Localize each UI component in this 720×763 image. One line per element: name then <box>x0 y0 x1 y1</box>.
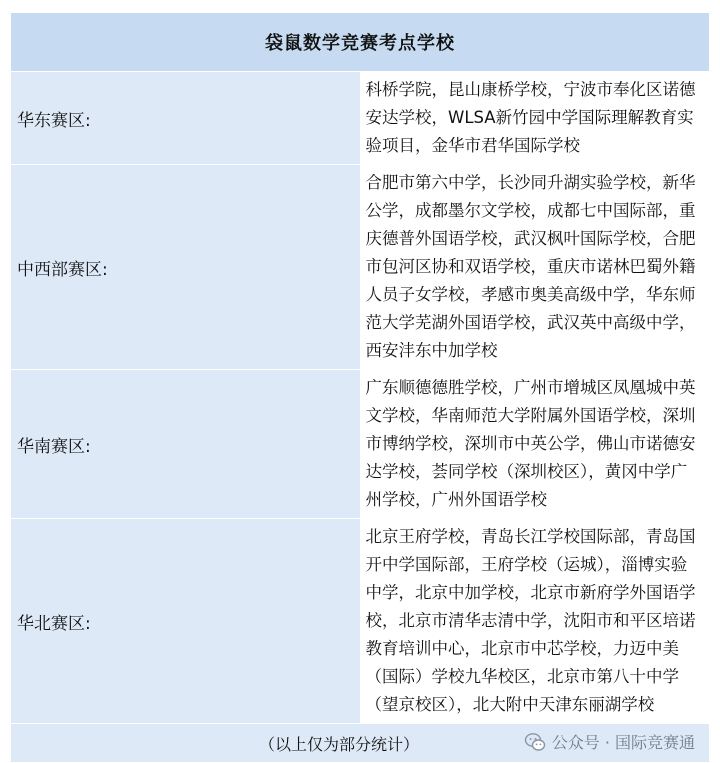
school-list-central-west: 合肥市第六中学，长沙同升湖实验学校，新华公学，成都墨尔文学校，成都七中国际部，重庆德普外国语学校，武汉枫叶国际学校，合肥市包河区协和双语学校，重庆市诺林巴蜀外籍人员子女学校，孝感市奥美高级中学，华东师范大学芜湖外国语学校，武汉英中高级中学，西安沣东中加学校 <box>360 165 710 370</box>
region-label-north: 华北赛区: <box>11 519 361 724</box>
footnote: （以上仅为部分统计） <box>259 735 420 754</box>
title-row <box>11 13 710 72</box>
footer-cell <box>11 724 710 763</box>
school-list-south: 广东顺德德胜学校，广州市增城区凤凰城中英文学校，华南师范大学附属外国语学校，深圳市博纳学校，深圳市中英公学，佛山市诺德安达学校，荟同学校（深圳校区），黄冈中学广州学校，广州外国语学校 <box>360 370 710 519</box>
school-table <box>10 12 710 763</box>
watermark-text: 公众号 · 国际竞赛通 <box>551 733 695 752</box>
table-row-south <box>11 370 710 519</box>
region-label-central-west: 中西部赛区: <box>11 165 361 370</box>
wechat-icon <box>524 731 546 753</box>
table-row-central-west <box>11 165 710 370</box>
school-list-east: 科桥学院，昆山康桥学校，宁波市奉化区诺德安达学校，WLSA新竹园中学国际理解教育实验项目，金华市君华国际学校 <box>360 72 710 165</box>
footer-row <box>11 724 710 763</box>
region-label-east: 华东赛区: <box>11 72 361 165</box>
watermark <box>524 730 695 753</box>
school-list-north: 北京王府学校，青岛长江学校国际部，青岛国开中学国际部，王府学校（运城），淄博实验中学，北京中加学校，北京市新府学外国语学校，北京市清华志清中学，沈阳市和平区培诺教育培训中心，北京市中芯学校，力迈中美（国际）学校九华校区，北京市第八十中学（望京校区），北大附中天津东丽湖学校 <box>360 519 710 724</box>
table-row-north <box>11 519 710 724</box>
region-label-south: 华南赛区: <box>11 370 361 519</box>
table-row-east <box>11 72 710 165</box>
table-title: 袋鼠数学竞赛考点学校 <box>11 13 710 72</box>
